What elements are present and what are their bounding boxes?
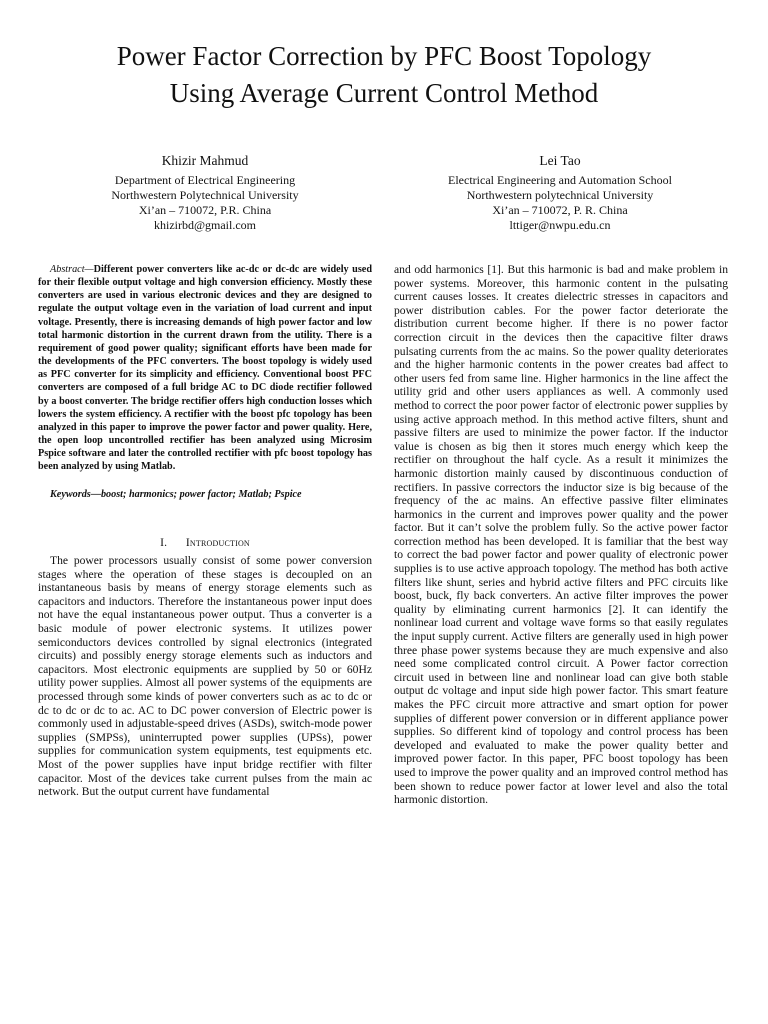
author-email: lttiger@nwpu.edu.cn: [509, 218, 611, 232]
author-university: Northwestern Polytechnical University: [111, 188, 299, 202]
left-column: [38, 263, 372, 799]
intro-continuation: and odd harmonics [1]. But this harmonic is bad and make problem in power systems. Moreover, this harmonic content in the pulsating current causes losses. It creates dielectric stresses in capacitors and power distribution cables. For the power factor deteriorate the distribution current become higher. If there is no power factor correction circuit in the devices then the capacitive filter draws pulsating currents from the ac mains. So the power quality deteriorates and the higher harmonic contents in the power creates bad affect to other users fed from same line. Higher harmonics in the line affect the utility grid and other users appliances as well. A commonly used method to correct the poor power factor of electronic power supplies by using active approach method. In this method active filters, shunt and passive filters are used to minimize the power factor. If the inductor value is chosen as big then it stores much energy which keep the rectifier on throughout the half cycle. As a result it minimizes the harmonic distortion mainly caused by discontinuous conduction of rectifiers. In passive correctors the inductor size is big because of the frequency of the ac mains. An effective passive filter eliminates harmonics in the current and improves power quality and the power factor. But it can’t solve the problem fully. So the active power factor correction method has been developed. It is familiar that the best way to correct the bad power factor and power quality of electronic power supplies is to use active approach topology. The method has both active filters like shunt, series and hybrid active filters and PFC circuits like boost, buck, fly back converters. An active filter improves the power quality by eliminating current harmonics [2]. It can identify the nonlinear load current and voltage wave forms so that easily regulates the input supply current. Active filters are generally used in high power three phase power systems because they are much expensive and also need some complicated control circuit. A Power factor correction circuit used in between line and nonlinear load can give both stable output dc voltage and input side high power factor. This smart feature makes the PFC circuit more attractive and smart option for power supplies of different power conversion or in different appliance power supplies. So different kind of topology and control process has been developed and evaluated to make the power quality better and improved power factor. In this paper, PFC boost topology has been used to improve the power quality and an improved control method has been shown to reduce power factor at lower level and also the total harmonic distortion.: [394, 263, 728, 807]
abstract-label: Abstract—: [50, 264, 94, 275]
author-name: Khizir Mahmud: [161, 153, 249, 168]
intro-paragraph: The power processors usually consist of some power conversion stages where the operation of these stages is decoupled on an instantaneous basis by means of energy storage elements such as capacitors and inductors. Therefore the instantaneous power input does not have the equal instantaneous power output. Thus a converter is a basic module of power electronic systems. It utilizes power semiconductors devices controlled by signal electronics (integrated circuits) and possibly energy storage elements such as inductors and capacitors. Most electronic equipments are supplied by 50 or 60Hz utility power supplies. Almost all power systems of the equipments are processed through some kinds of power converters such as ac to dc or dc to dc or dc to ac. AC to DC power conversion of Electric power is commonly used in adjustable-speed drives (ASDs), switch-mode power supplies (SMPSs), uninterrupted power supplies (UPSs), power supplies for communication system equipments, test equipments etc. Most of the power supplies have input bridge rectifier with filter capacitor. Most of the devices take current pulses from the main ac network. But the output current have fundamental: [38, 554, 372, 799]
author-address: Xi’an – 710072, P.R. China: [138, 203, 272, 217]
author-email: khizirbd@gmail.com: [153, 218, 257, 232]
title-line-1: Power Factor Correction by PFC Boost Topology: [116, 41, 652, 71]
author-block-2: [395, 152, 725, 233]
section-title: Introduction: [185, 535, 250, 549]
abstract-text: Different power converters like ac-dc or dc-dc are widely used for their flexible output voltage and high conversion efficiency. Mostly these converters are used in various electronic devices and they are designed to regulate the output voltage even in the variation of load current and input voltage. Presently, there is increasing demands of high power factor and low total harmonic distortion in the current drawn from the utility. There is a requirement of good power quality; significant efforts have been made for the developments of the PFC converters. The boost topology is widely used as PFC converter for its simplicity and efficiency. Conventional boost PFC converters are composed of a full bridge AC to DC diode rectifier followed by a boost converter. The bridge rectifier offers high conduction losses which lowers the system efficiency. A rectifier with the boost pfc topology has been analyzed in this paper to improve the power factor and power quality. Here, the open loop uncontrolled rectifier has been analyzed using Microsim Pspice software and later the controlled rectifier with pfc boost topology has been analyzed by using Matlab.: [38, 264, 372, 473]
abstract: [38, 263, 372, 474]
author-department: Department of Electrical Engineering: [114, 173, 296, 187]
author-university: Northwestern polytechnical University: [466, 188, 654, 202]
title-line-2: Using Average Current Control Method: [169, 78, 599, 108]
section-number: I.: [160, 535, 168, 549]
section-heading: [38, 536, 372, 550]
author-name: Lei Tao: [539, 153, 581, 168]
author-block-1: [40, 152, 370, 233]
right-column: [394, 263, 728, 807]
author-department: Electrical Engineering and Automation School: [448, 173, 672, 187]
keywords: Keywords—boost; harmonics; power factor; Matlab; Pspice: [50, 488, 302, 500]
paper-title: [40, 38, 728, 112]
author-address: Xi’an – 710072, P. R. China: [492, 203, 628, 217]
